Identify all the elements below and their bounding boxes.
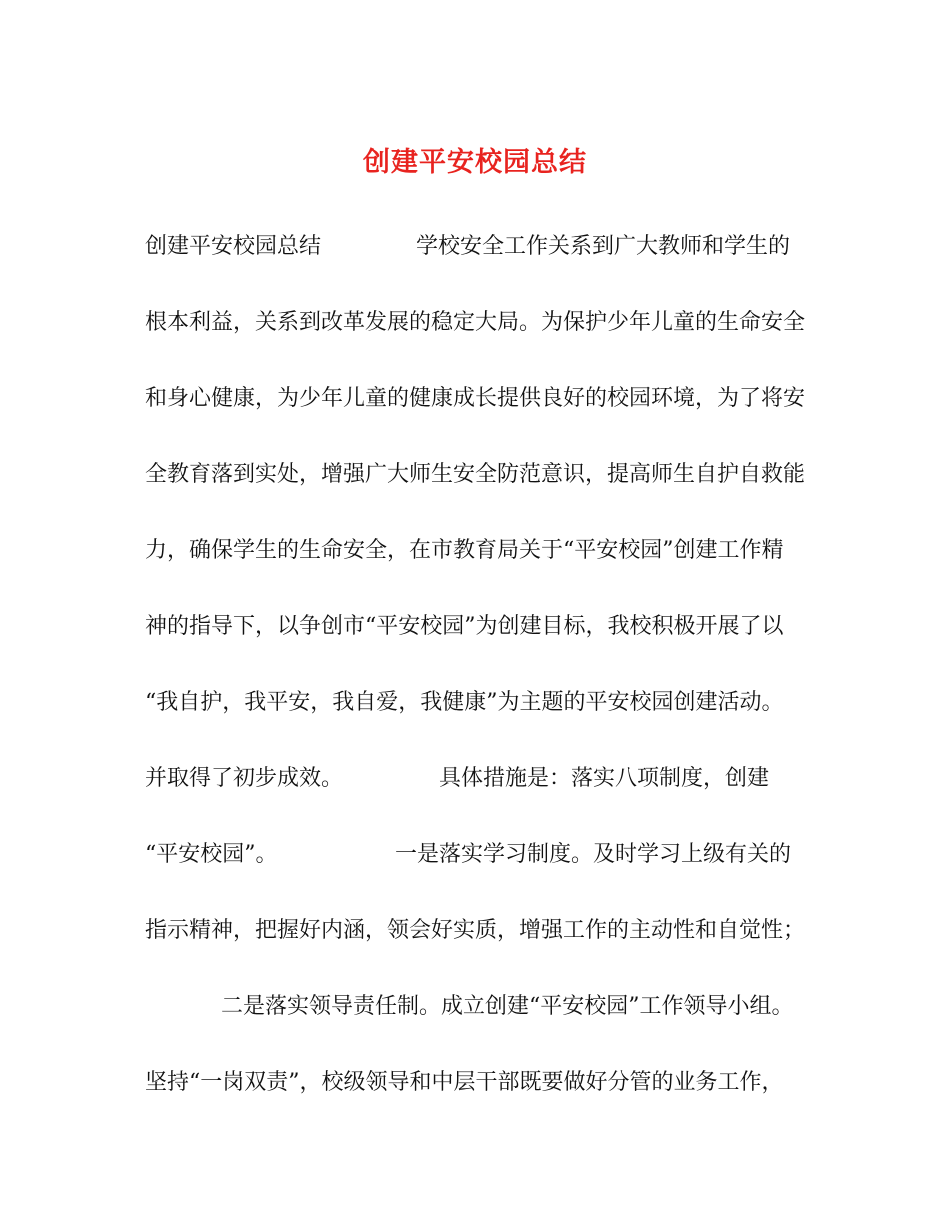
paragraph-line (145, 840, 845, 870)
paragraph-text: 并取得了初步成效。 (145, 766, 344, 791)
paragraph-text: 一是落实学习制度。及时学习上级有关的 (395, 842, 792, 867)
paragraph-line (145, 1068, 845, 1098)
paragraph-text: 根本利益，关系到改革发展的稳定大局。为保护少年儿童的生命安全 (145, 310, 806, 335)
paragraph-text: “我自护，我平安，我自爱，我健康”为主题的平安校园创建活动。 (145, 690, 784, 715)
paragraph-text: 全教育落到实处，增强广大师生安全防范意识，提高师生自护自救能 (145, 462, 806, 487)
document-title: 创建平安校园总结 (363, 147, 587, 178)
paragraph-line (145, 460, 845, 490)
paragraph-line (145, 992, 845, 1022)
paragraph-line (145, 688, 845, 718)
paragraph-text: 和身心健康，为少年儿童的健康成长提供良好的校园环境，为了将安 (145, 386, 806, 411)
paragraph-line (145, 232, 845, 262)
paragraph-line (145, 536, 845, 566)
paragraph-text: 指示精神，把握好内涵，领会好实质，增强工作的主动性和自觉性； (145, 918, 806, 943)
paragraph-text: “平安校园”。 (145, 842, 278, 867)
paragraph-text: 学校安全工作关系到广大教师和学生的 (416, 234, 791, 259)
paragraph-heading-text: 创建平安校园总结 (145, 234, 322, 259)
paragraph-text: 力，确保学生的生命安全，在市教育局关于“平安校园”创建工作精 (145, 538, 784, 563)
paragraph-text: 具体措施是：落实八项制度，创建 (439, 766, 770, 791)
paragraph-line (145, 916, 845, 946)
paragraph-text: 神的指导下，以争创市“平安校园”为创建目标，我校积极开展了以 (145, 614, 784, 639)
paragraph-line (145, 308, 845, 338)
paragraph-line (145, 764, 845, 794)
paragraph-line (145, 384, 845, 414)
paragraph-text: 二是落实领导责任制。成立创建“平安校园”工作领导小组。 (221, 994, 794, 1019)
paragraph-line (145, 612, 845, 642)
paragraph-text: 坚持“一岗双责”，校级领导和中层干部既要做好分管的业务工作， (145, 1070, 784, 1095)
